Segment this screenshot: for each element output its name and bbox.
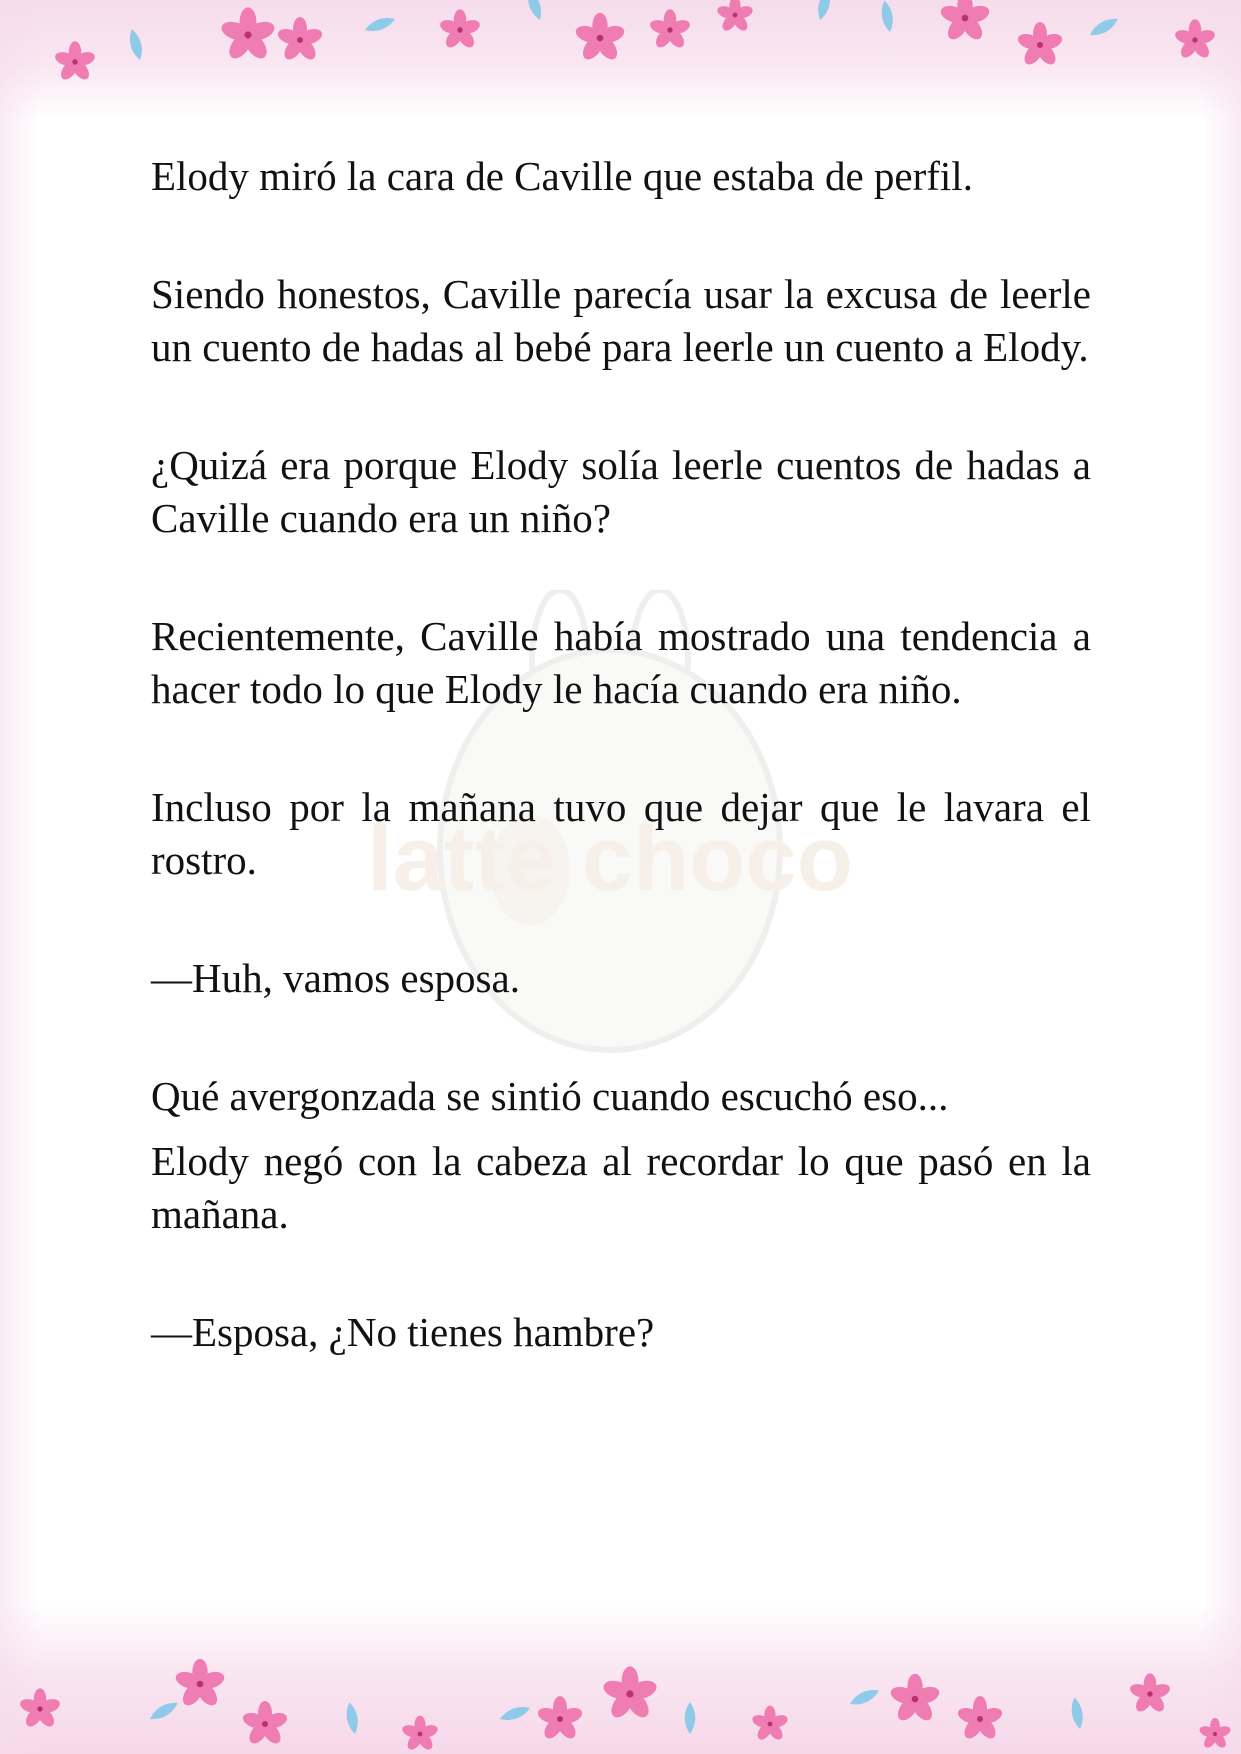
- dialogue-line-2: —Esposa, ¿No tienes hambre?: [151, 1309, 655, 1355]
- bottom-flower-border: [0, 1624, 1241, 1754]
- paragraph-1: Elody miró la cara de Caville que estaba de perfil.: [151, 153, 973, 199]
- paragraph-7: Elody negó con la cabeza al recordar lo que pasó en la mañana.: [151, 1138, 1091, 1237]
- top-flower-border: [0, 0, 1241, 100]
- watermark-text: latte choco: [367, 808, 853, 910]
- left-border-fade: [0, 0, 40, 1754]
- paragraph-2: Siendo honestos, Caville parecía usar la excusa de leerle un cuento de hadas al bebé para leerle un cuento a Elody.: [151, 271, 1091, 370]
- paragraph-3: ¿Quizá era porque Elody solía leerle cuentos de hadas a Caville cuando era un niño?: [151, 442, 1091, 541]
- paragraph-6: Qué avergonzada se sintió cuando escuchó eso...: [151, 1073, 949, 1119]
- document-body: [151, 150, 1091, 1359]
- paragraph-4: Recientemente, Caville había mostrado una tendencia a hacer todo lo que Elody le hacía cuando era niño.: [151, 613, 1091, 712]
- dialogue-line-1: —Huh, vamos esposa.: [151, 955, 520, 1001]
- paragraph-5: Incluso por la mañana tuvo que dejar que le lavara el rostro.: [151, 784, 1091, 883]
- right-border-fade: [1201, 0, 1241, 1754]
